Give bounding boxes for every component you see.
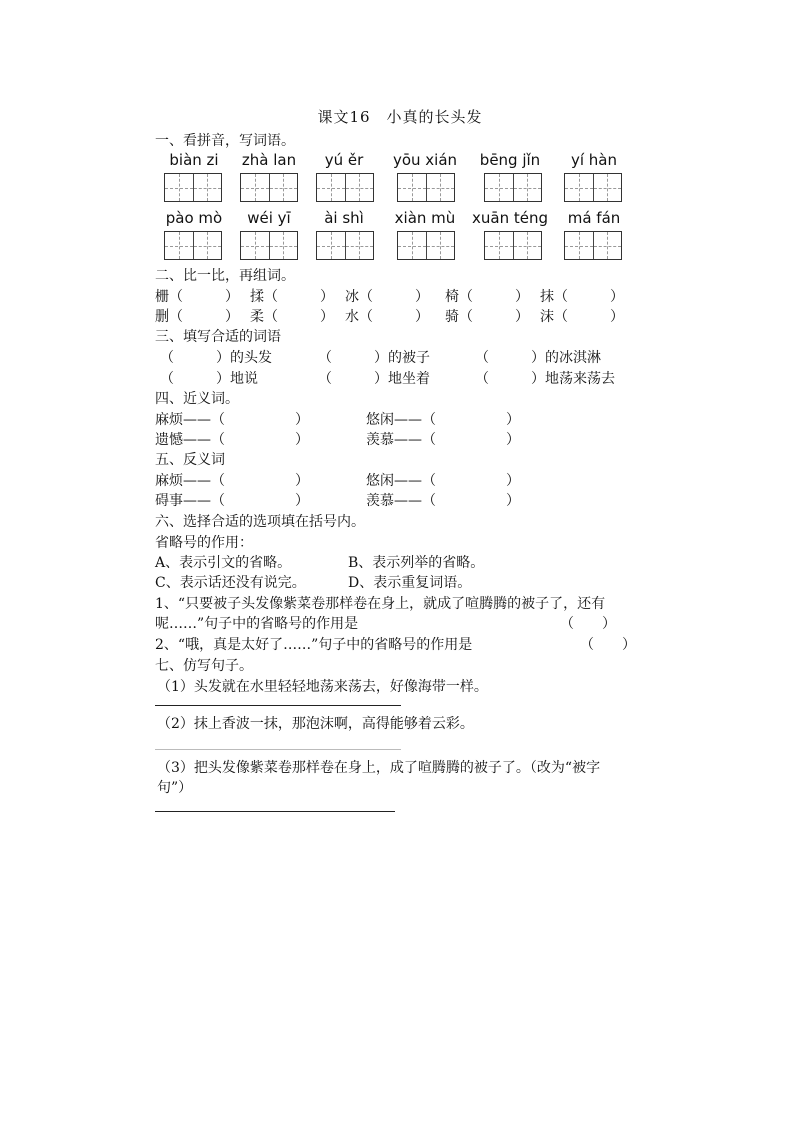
writing-grid[interactable] [564,231,622,260]
section-5-heading: 五、反义词 [155,452,225,468]
pinyin-label: xuān téng [472,209,548,227]
option-c: C、表示话还没有说完。 [155,575,306,591]
option-a: A、表示引文的省略。 [155,555,292,571]
imitate-prompt: （1）头发就在水里轻轻地荡来荡去，好像海带一样。 [157,679,488,695]
fill-item: （ ）的头发 [160,350,272,366]
question-1-cont: 呢……”句子中的省略号的作用是 [155,616,359,632]
writing-grid[interactable] [316,231,374,260]
section-3-heading: 三、填写合适的词语 [155,329,281,345]
pinyin-label: má fán [567,209,621,227]
antonym-item: 麻烦——（ ） [155,473,309,489]
compare-item: 椅（ ） [445,289,529,305]
compare-item: 沫（ ） [540,309,624,325]
synonym-item: 羡慕——（ ） [366,432,520,448]
question-1: 1、“只要被子头发像紫菜卷那样卷在身上，就成了喧腾腾的被子了，还有 [155,596,606,612]
question-2: 2、“哦，真是太好了……”句子中的省略号的作用是 [155,637,473,653]
synonym-item: 麻烦——（ ） [155,412,309,428]
writing-grid[interactable] [164,231,222,260]
answer-blank[interactable]: （ ） [580,637,636,653]
pinyin-label: xiàn mù [394,209,456,227]
pinyin-label: biàn zi [169,151,219,169]
writing-grid[interactable] [564,173,622,202]
pinyin-label: yōu xián [392,151,458,169]
imitate-prompt: （3）把头发像紫菜卷那样卷在身上，成了喧腾腾的被子了。（改为“被字 [157,760,601,776]
fill-item: （ ）的冰淇淋 [475,350,601,366]
fill-item: （ ）的被子 [318,350,430,366]
section-6-heading: 六、选择合适的选项填在括号内。 [155,514,365,530]
compare-item: 柔（ ） [250,309,334,325]
section-2-heading: 二、比一比，再组词。 [155,268,295,284]
antonym-item: 悠闲——（ ） [366,473,520,489]
compare-item: 抹（ ） [540,289,624,305]
pinyin-label: pào mò [165,209,223,227]
pinyin-label: yí hàn [570,151,618,169]
option-d: D、表示重复词语。 [348,575,472,591]
answer-line[interactable] [155,705,401,706]
section-7-heading: 七、仿写句子。 [155,658,253,674]
writing-grid[interactable] [164,173,222,202]
pinyin-label: ài shì [324,209,364,227]
writing-grid[interactable] [240,231,298,260]
fill-item: （ ）地说 [160,371,258,387]
writing-grid[interactable] [240,173,298,202]
section-1-heading: 一、看拼音，写词语。 [155,133,295,149]
synonym-item: 遗憾——（ ） [155,432,309,448]
section-4-heading: 四、近义词。 [155,391,239,407]
writing-grid[interactable] [484,231,542,260]
choice-intro: 省略号的作用： [155,535,253,551]
pinyin-label: zhà lan [241,151,297,169]
pinyin-label: bēng jǐn [479,151,541,169]
compare-item: 水（ ） [345,309,429,325]
pinyin-label: wéi yī [247,209,291,227]
writing-grid[interactable] [316,173,374,202]
imitate-prompt: （2）抹上香波一抹，那泡沫啊，高得能够着云彩。 [157,716,474,732]
writing-grid[interactable] [397,173,455,202]
antonym-item: 碍事——（ ） [155,493,309,509]
compare-item: 栅（ ） [155,289,239,305]
compare-item: 冰（ ） [345,289,429,305]
fill-item: （ ）地荡来荡去 [475,371,615,387]
answer-line[interactable] [155,811,395,812]
compare-item: 删（ ） [155,309,239,325]
synonym-item: 悠闲——（ ） [366,412,520,428]
option-b: B、表示列举的省略。 [348,555,485,571]
imitate-prompt-cont: 句”） [157,780,193,796]
fill-item: （ ）地坐着 [318,371,430,387]
answer-blank[interactable]: （ ） [560,616,616,632]
compare-item: 骑（ ） [445,309,529,325]
answer-line[interactable] [155,749,401,750]
compare-item: 揉（ ） [250,289,334,305]
writing-grid[interactable] [484,173,542,202]
antonym-item: 羡慕——（ ） [366,493,520,509]
page-title: 课文16 小真的长头发 [317,108,483,126]
pinyin-label: yú ěr [324,151,364,169]
writing-grid[interactable] [397,231,455,260]
